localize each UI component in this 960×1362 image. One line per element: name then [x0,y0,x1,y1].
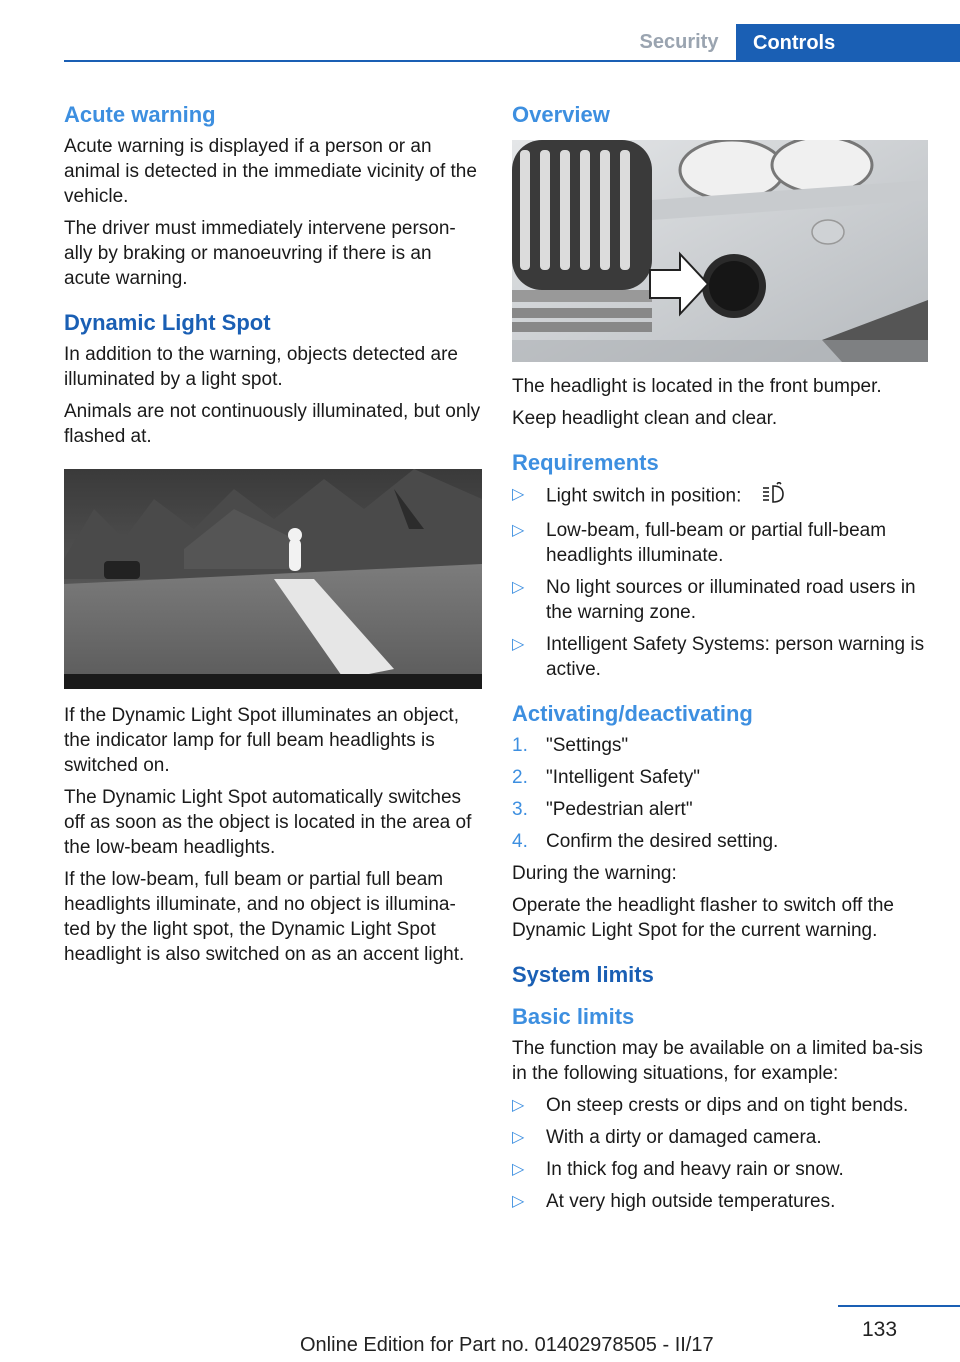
right-column [512,100,932,1221]
acute-warning-text-2: The driver must immediately intervene person-ally by braking or manoeuvring if there is an acute warning. [64,218,456,289]
system-limits-heading: System limits [512,962,654,987]
header-rule [64,60,960,62]
during-warning-text: Operate the headlight flasher to switch off the Dynamic Light Spot for the current warning. [512,895,894,941]
triangle-bullet-icon: ▷ [512,1129,525,1146]
left-column [64,100,482,974]
list-item: ▷ Low-beam, full-beam or partial full-beam headlights illuminate. [512,520,887,566]
during-warning-label: During the warning: [512,863,677,884]
list-item: ▷ With a dirty or damaged camera. [512,1127,822,1148]
activating-heading: Activating/deactivating [512,701,753,726]
steps-list [512,733,932,854]
triangle-bullet-icon: ▷ [512,636,525,653]
footer-rule [838,1305,960,1307]
overview-text-2: Keep headlight clean and clear. [512,408,778,429]
list-item: ▷ In thick fog and heavy rain or snow. [512,1159,844,1180]
acute-warning-text-1: Acute warning is displayed if a person or an animal is detected in the immediate vicinity of the vehicle. [64,136,477,207]
triangle-bullet-icon: ▷ [512,486,525,503]
dynamic-light-spot-heading: Dynamic Light Spot [64,310,271,335]
triangle-bullet-icon: ▷ [512,1097,525,1114]
triangle-bullet-icon: ▷ [512,1193,525,1210]
list-item: ▷ No light sources or illuminated road users in the warning zone. [512,577,916,623]
acute-warning-heading: Acute warning [64,102,216,127]
list-item: 3. "Pedestrian alert" [512,799,693,820]
triangle-bullet-icon: ▷ [512,1161,525,1178]
dls-text-2: Animals are not continuously illuminated, but only flashed at. [64,401,481,447]
list-item: ▷ Light switch in position: [512,482,932,511]
dls-text-5: If the low-beam, full beam or partial full beam headlights illuminate, and no object is illumina-ted by the light spot, the Dynamic Light Spot headlight is also switched on as an accent light. [64,869,465,965]
overview-heading: Overview [512,102,610,127]
front-bumper-illustration [512,140,928,362]
edition-text: Online Edition for Part no. 01402978505 - II/17 [300,1334,714,1356]
overview-text-1: The headlight is located in the front bumper. [512,376,882,397]
list-item: 4. Confirm the desired setting. [512,831,779,852]
dls-text-3: If the Dynamic Light Spot illuminates an object, the indicator lamp for full beam headlights is switched on. [64,705,459,776]
dls-text-1: In addition to the warning, objects detected are illuminated by a light spot. [64,344,458,390]
page-header [0,24,960,62]
requirements-heading: Requirements [512,450,659,475]
night-road-illustration [64,469,482,689]
dls-text-4: The Dynamic Light Spot automatically switches off as soon as the object is located in the area of the low-beam headlights. [64,787,472,858]
list-item: 2. "Intelligent Safety" [512,767,700,788]
list-item: ▷ Intelligent Safety Systems: person warning is active. [512,634,925,680]
basic-limits-heading: Basic limits [512,1004,635,1029]
list-item: ▷ On steep crests or dips and on tight bends. [512,1095,909,1116]
triangle-bullet-icon: ▷ [512,579,525,596]
limits-list [512,1093,932,1214]
tab-security[interactable]: Security [639,31,719,53]
triangle-bullet-icon: ▷ [512,522,525,539]
tab-controls[interactable]: Controls [736,24,960,62]
light-switch-icon [761,482,787,511]
requirements-list [512,482,932,682]
front-bumper-image [512,140,928,362]
night-road-image [64,469,482,689]
list-item: 1. "Settings" [512,735,629,756]
page-number: 133 [862,1318,898,1341]
basic-limits-text: The function may be available on a limited ba-sis in the following situations, for example: [512,1038,923,1084]
list-item: ▷ At very high outside temperatures. [512,1191,836,1212]
